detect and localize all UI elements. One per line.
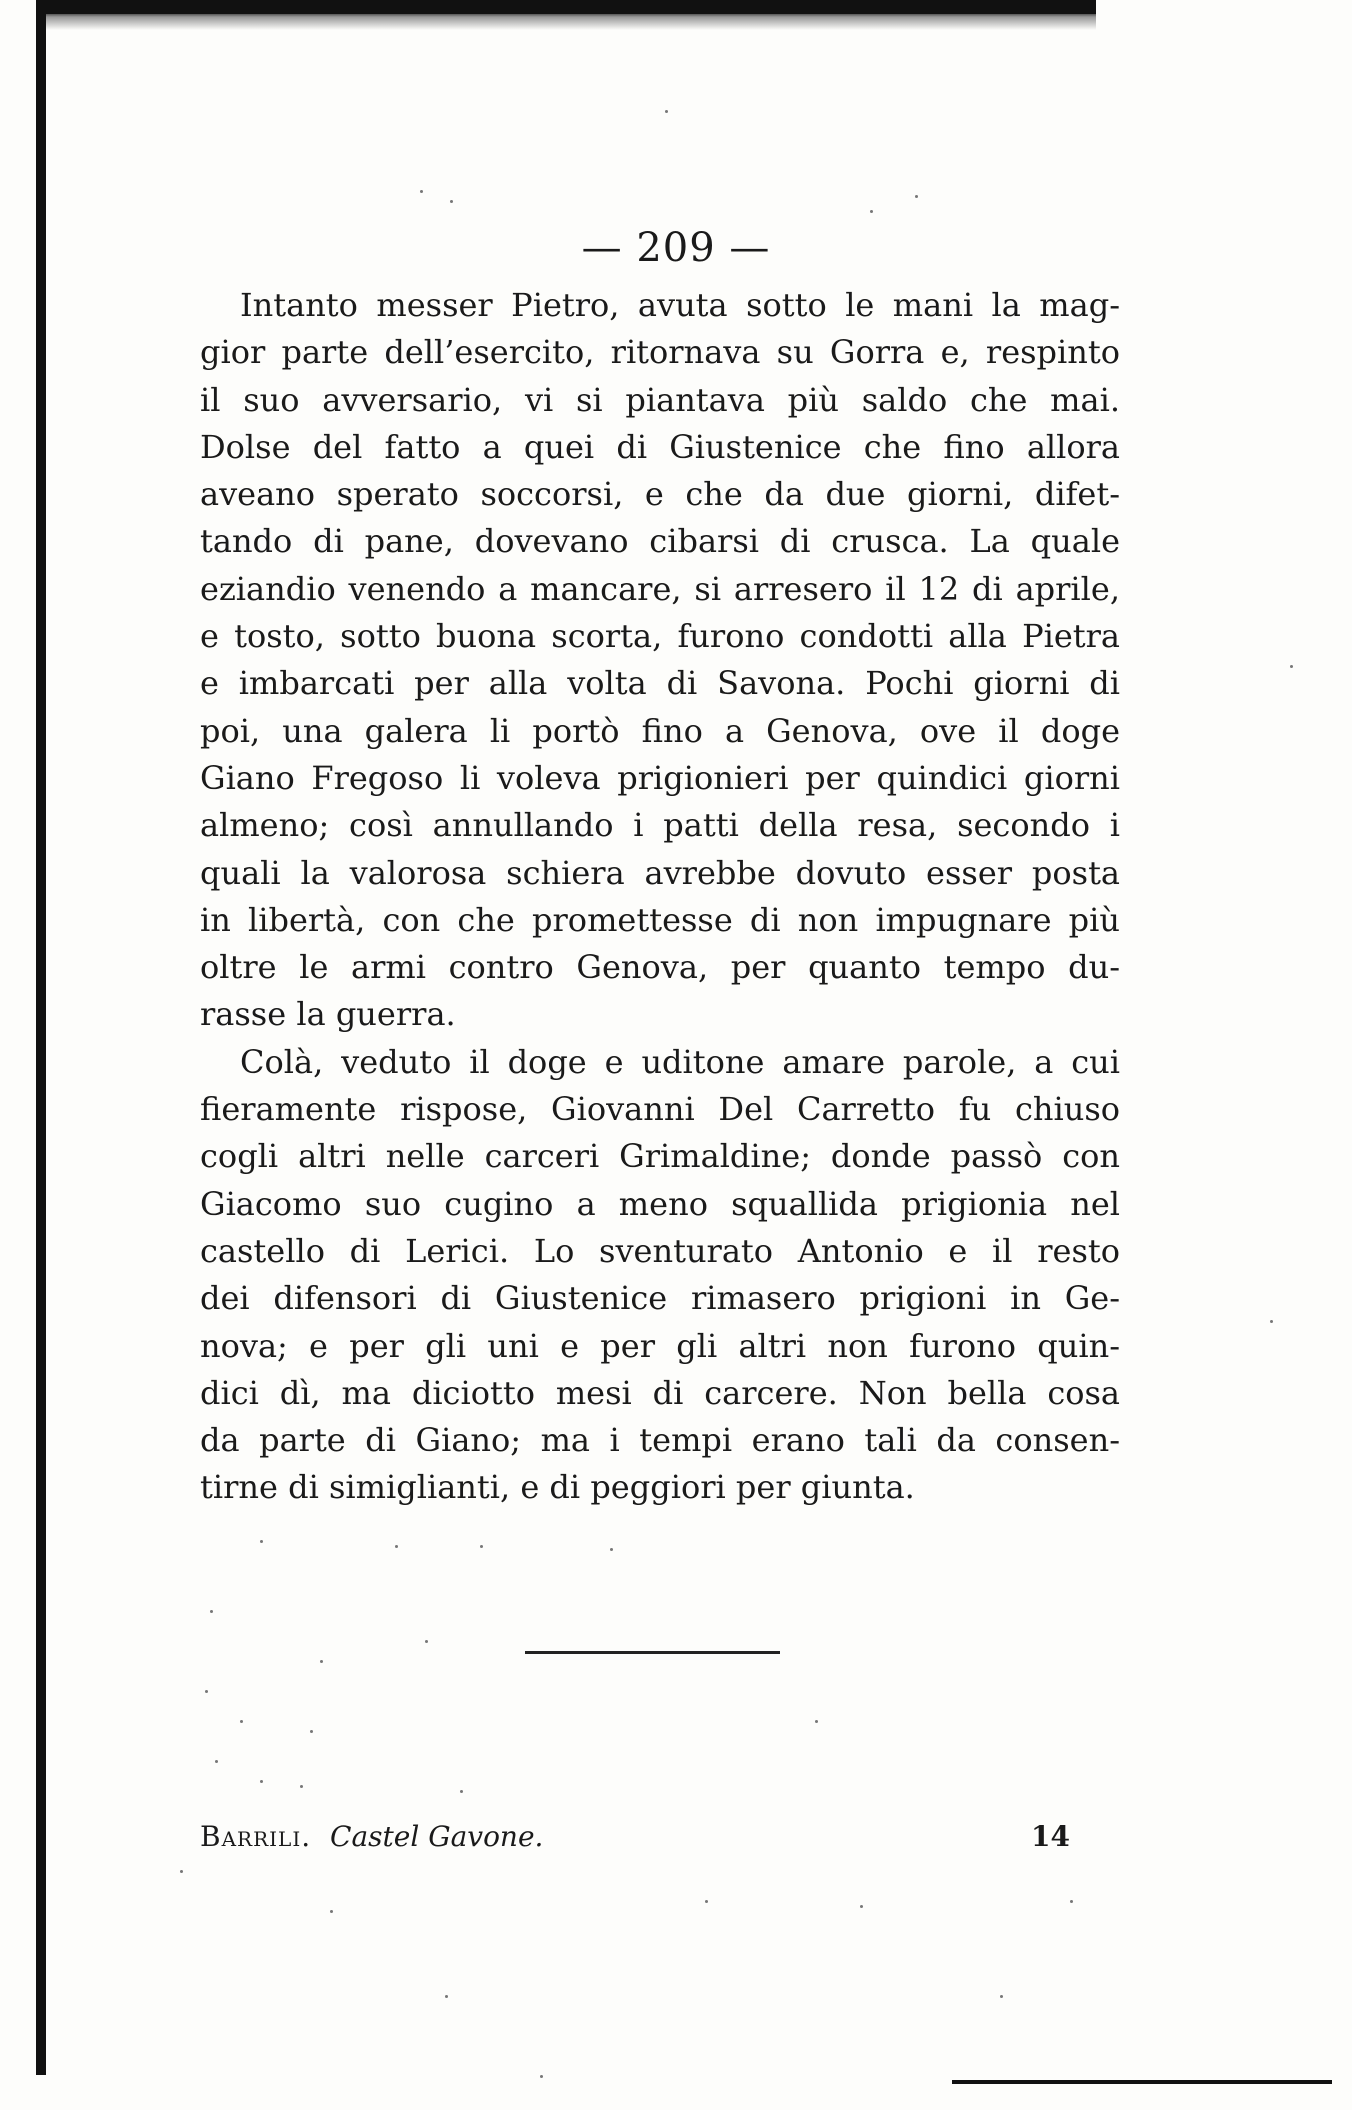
scan-speck [610,1548,613,1551]
text-line: poi, una galera li portò fino a Genova, ove il doge [200,711,1120,750]
scan-speck [205,1690,208,1693]
section-rule [525,1651,780,1654]
footer-signature-mark: 14 [1031,1820,1070,1853]
scan-speck [330,1910,333,1913]
text-line: dici dì, ma diciotto mesi di carcere. Non bella cosa [200,1373,1120,1412]
page-footer [200,1820,1070,1853]
text-line: gior parte dell’esercito, ritornava su Gorra e, respinto [200,333,1120,372]
scan-speck [665,110,668,113]
text-line: eziandio venendo a mancare, si arresero il 12 di aprile, [200,569,1120,608]
scan-speck [815,1720,818,1723]
text-line: fieramente rispose, Giovanni Del Carretto fu chiuso [200,1090,1120,1129]
scan-speck [395,1545,398,1548]
footer-title: Castel Gavone. [330,1820,544,1853]
text-line: Dolse del fatto a quei di Giustenice che fino allora [200,427,1120,466]
scan-speck [420,190,423,193]
scan-speck [450,200,453,203]
scan-border-top [36,0,1096,14]
scan-speck [210,1610,213,1613]
text-line: rasse la guerra. [200,995,456,1034]
text-line: nova; e per gli uni e per gli altri non furono quin- [200,1326,1120,1365]
scan-speck [320,1660,323,1663]
scan-speck [240,1720,243,1723]
text-line: il suo avversario, vi si piantava più saldo che mai. [200,380,1120,419]
text-line: da parte di Giano; ma i tempi erano tali da consen- [200,1421,1120,1460]
scan-speck [425,1640,428,1643]
scan-speck [300,1785,303,1788]
text-line: e imbarcati per alla volta di Savona. Pochi giorni di [200,664,1120,703]
scan-speck [870,210,873,213]
text-line: aveano sperato soccorsi, e che da due giorni, difet- [200,475,1120,514]
scan-speck [1290,665,1293,668]
text-line: dei difensori di Giustenice rimasero prigioni in Ge- [200,1279,1120,1318]
text-line: e tosto, sotto buona scorta, furono condotti alla Pietra [200,617,1120,656]
scan-speck [460,1790,463,1793]
text-line: tando di pane, dovevano cibarsi di crusca. La quale [200,522,1120,561]
scan-speck [705,1900,708,1903]
text-line: Giano Fregoso li voleva prigionieri per quindici giorni [200,758,1120,797]
text-line: quali la valorosa schiera avrebbe dovuto esser posta [200,853,1120,892]
scan-speck [180,1870,183,1873]
scan-speck [215,1760,218,1763]
text-line: Colà, veduto il doge e uditone amare parole, a cui [240,1042,1120,1081]
text-line: cogli altri nelle carceri Grimaldine; donde passò con [200,1137,1120,1176]
scan-border-left [36,0,46,2075]
text-line: Intanto messer Pietro, avuta sotto le mani la mag- [240,286,1120,324]
scan-speck [310,1730,313,1733]
scan-border-bottom [952,2080,1332,2084]
text-line: tirne di simiglianti, e di peggiori per giunta. [200,1468,915,1507]
scan-border-top-shadow [36,14,1096,30]
text-line: Giacomo suo cugino a meno squallida prigionia nel [200,1184,1120,1223]
scan-speck [1000,1995,1003,1998]
page-body [200,282,1120,1512]
footer-author: Barrili. [200,1820,312,1853]
scan-speck [1070,1900,1073,1903]
text-line: in libertà, con che promettesse di non impugnare più [200,900,1120,939]
scan-speck [540,2075,543,2078]
scan-speck [260,1540,263,1543]
scan-speck [260,1780,263,1783]
scan-speck [915,195,918,198]
scan-speck [480,1545,483,1548]
text-line: almeno; così annullando i patti della resa, secondo i [200,806,1120,845]
paragraph-2 [200,1039,1120,1512]
text-line: castello di Lerici. Lo sventurato Antonio e il resto [200,1231,1120,1270]
scan-speck [445,1995,448,1998]
text-line: oltre le armi contro Genova, per quanto tempo du- [200,948,1120,987]
scan-speck [860,1905,863,1908]
scan-speck [1270,1320,1273,1323]
page-number: — 209 — [581,225,771,271]
paragraph-1 [200,282,1120,1039]
